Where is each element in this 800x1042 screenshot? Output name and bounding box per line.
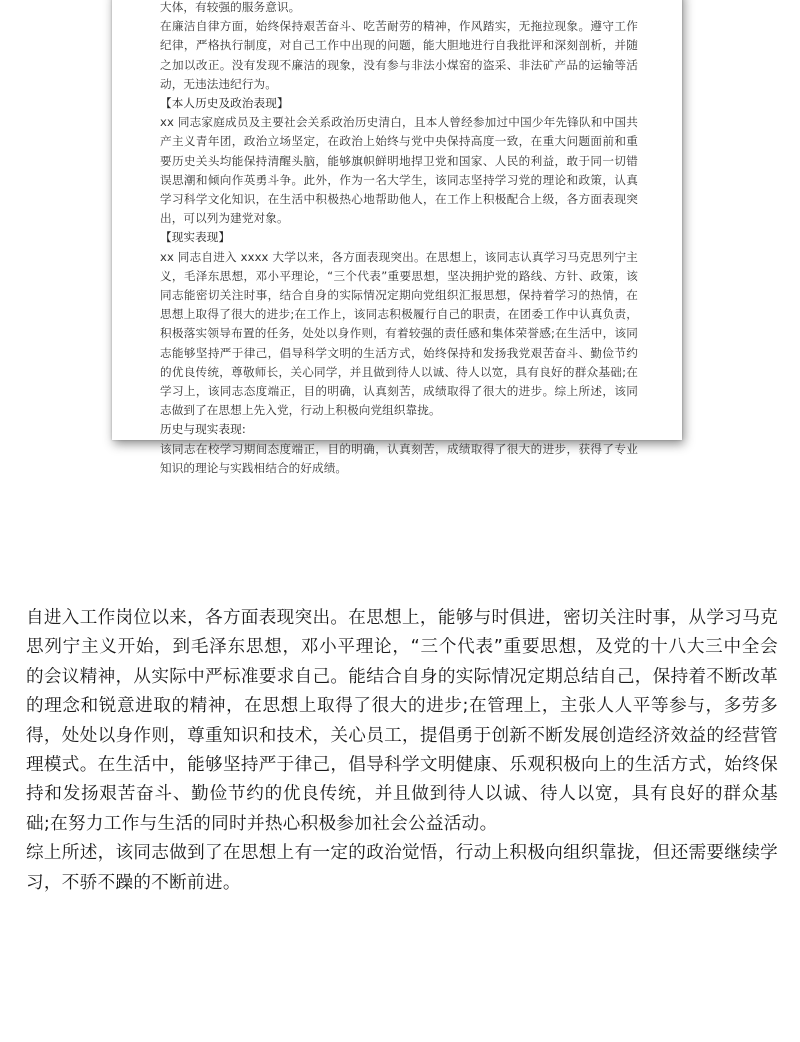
main-body-text: [26, 604, 778, 898]
body-paragraph: 自进入工作岗位以来，各方面表现突出。在思想上，能够与时俱进，密切关注时事，从学习马克思列宁主义开始，到毛泽东思想，邓小平理论，“三个代表”重要思想，及党的十八大三中全会的会议精神，从实际中严标准要求自己。能结合自身的实际情况定期总结自己，保持着不断改革的理念和锐意进取的精神，在思想上取得了很大的进步;在管理上，主张人人平等参与，多劳多得，处处以身作则，尊重知识和技术，关心员工，提倡勇于创新不断发展创造经济效益的经营管理模式。在生活中，能够坚持严于律己，倡导科学文明健康、乐观积极向上的生活方式，始终保持和发扬艰苦奋斗、勤俭节约的优良传统，并且做到待人以诚、待人以宽，具有良好的群众基础;在努力工作与生活的同时并热心积极参加社会公益活动。: [26, 608, 778, 834]
body-paragraph: 综上所述，该同志做到了在思想上有一定的政治觉悟，行动上积极向组织靠拢，但还需要继续学习，不骄不躁的不断前进。: [26, 843, 778, 893]
card-section-heading: 【现实表现】: [160, 230, 231, 245]
card-paragraph: xx 同志自进入 xxxx 大学以来，各方面表现突出。在思想上，该同志认真学习马克思列宁主义，毛泽东思想，邓小平理论，“三个代表”重要思想，坚决拥护党的路线、方针、政策，该同志能密切关注时事，结合自身的实际情况定期向党组织汇报思想，保持着学习的热情，在思想上取得了很大的进步;在工作上，该同志积极履行自己的职责，在团委工作中认真负责，积极落实领导布置的任务，处处以身作则，有着较强的责任感和集体荣誉感;在生活中，该同志能够坚持严于律己，倡导科学文明的生活方式，始终保持和发扬我党艰苦奋斗、勤俭节约的优良传统，尊敬师长，关心同学，并且做到待人以诚、待人以宽，具有良好的群众基础;在学习上，该同志态度端正，目的明确，认真刻苦，成绩取得了很大的进步。综上所述，该同志做到了在思想上先入党，行动上积极向党组织靠拢。: [160, 249, 638, 418]
card-paragraph: 大体，有较强的服务意识。: [160, 0, 301, 14]
card-section-heading: 历史与现实表现:: [160, 422, 246, 437]
card-paragraph: 在廉洁自律方面，始终保持艰苦奋斗、吃苦耐劳的精神，作风踏实，无拖拉现象。遵守工作纪律，严格执行制度，对自己工作中出现的问题，能大胆地进行自我批评和深刻剖析，并随之加以改正。没有发现不廉洁的现象，没有参与非法小煤窑的盗采、非法矿产品的运输等活动，无违法违纪行为。: [160, 19, 638, 91]
card-paragraph: 该同志在校学习期间态度端正，目的明确，认真刻苦，成绩取得了很大的进步，获得了专业知识的理论与实践相结合的好成绩。: [160, 441, 638, 475]
document-preview-card: [112, 0, 682, 475]
card-section-heading: 【本人历史及政治表现】: [160, 96, 289, 111]
card-paragraph: xx 同志家庭成员及主要社会关系政治历史清白，且本人曾经参加过中国少年先锋队和中国共产主义青年团，政治立场坚定，在政治上始终与党中央保持高度一致，在重大问题面前和重要历史关头均能保持清醒头脑，能够旗帜鲜明地捍卫党和国家、人民的利益，敢于同一切错误思潮和倾向作英勇斗争。此外，作为一名大学生，该同志坚持学习党的理论和政策，认真学习科学文化知识，在生活中积极热心地帮助他人，在工作上积极配合上级，各方面表现突出，可以列为建党对象。: [160, 115, 638, 226]
